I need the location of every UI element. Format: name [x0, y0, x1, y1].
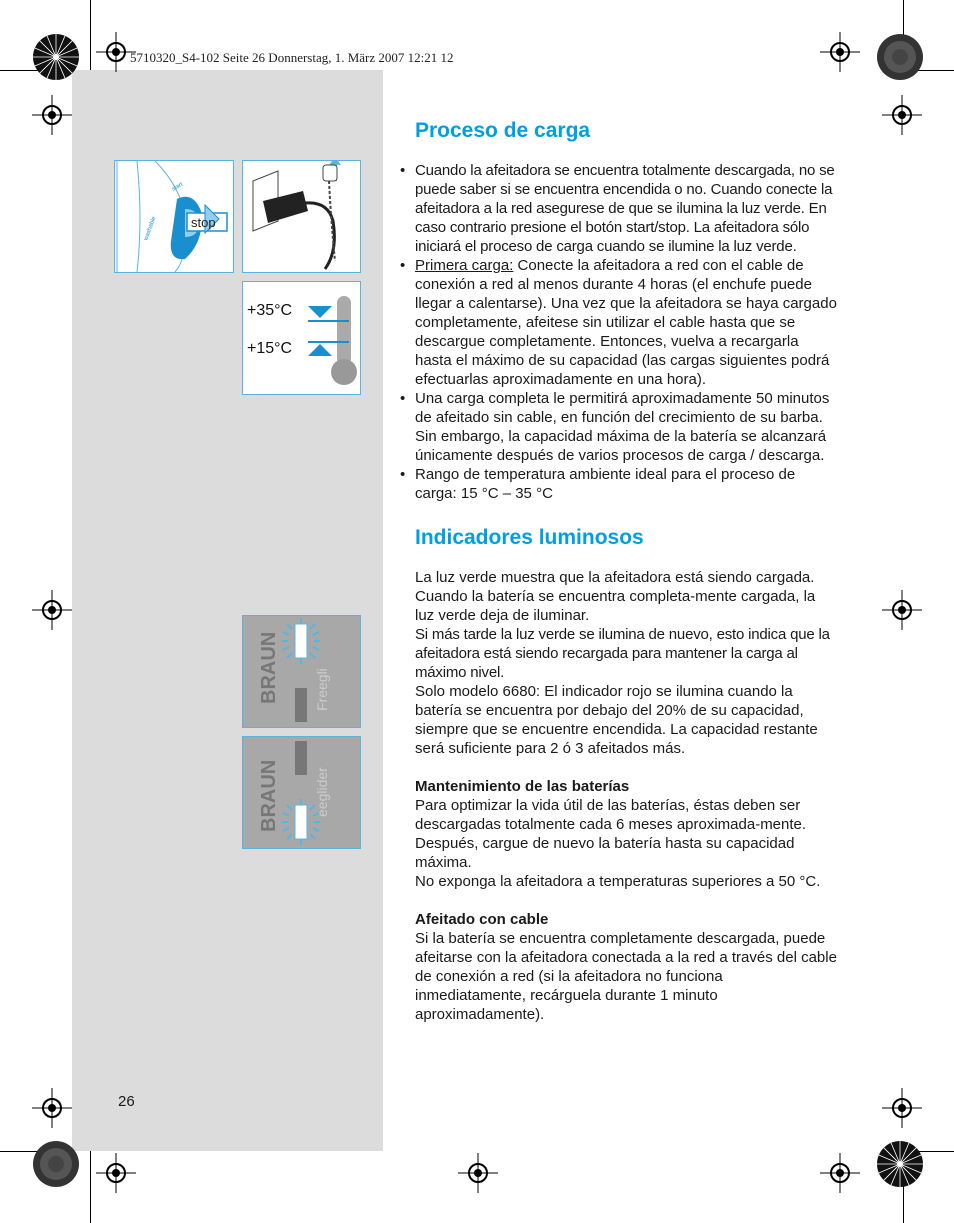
start-label: start — [171, 181, 185, 193]
model-label: Freegli — [314, 668, 330, 711]
brand-logo: BRAUN — [258, 759, 280, 832]
registration-mark-icon — [96, 1153, 136, 1193]
temp-high-label: +35°C — [247, 302, 293, 319]
indicator-illustration — [243, 616, 360, 727]
heading-indicators: Indicadores luminosos — [415, 526, 644, 549]
subheading-corded-shaving: Afeitado con cable — [415, 911, 549, 928]
maintenance-paragraph: Para optimizar la vida útil de las baterías, éstas deben ser descargadas totalmente cada 6 meses aproximada-mente. Después, cargue de nuevo la batería hasta su capacidad máxima. — [415, 797, 807, 871]
page-number: 26 — [118, 1093, 135, 1110]
maintenance-paragraph: No exponga la afeitadora a temperaturas superiores a 50 °C. — [415, 873, 821, 890]
registration-mark-icon — [820, 32, 860, 72]
registration-mark-icon — [32, 95, 72, 135]
list-item: • Cuando la afeitadora se encuentra totalmente descargada, no se puede saber si se encuentra encendida o no. Cuando conecte la afeitadora a la red asegurese de que se ilumina la luz verde. En caso contrario presione el botón start/stop. La afeitadora sólo iniciará el proceso de carga cuando se ilumine la luz verde. — [415, 161, 837, 256]
brand-logo: BRAUN — [258, 631, 280, 704]
registration-mark-icon — [820, 1153, 860, 1193]
shaver-illustration — [115, 161, 233, 272]
registration-mark-icon — [32, 1088, 72, 1128]
registration-mark-icon — [32, 590, 72, 630]
crop-mark — [90, 1151, 91, 1223]
figure-indicator-green — [242, 615, 361, 728]
indicators-paragraph: La luz verde muestra que la afeitadora está siendo cargada. Cuando la batería se encuentra completa-mente cargada, la luz verde deja de iluminar. — [415, 569, 816, 624]
first-charge-label: Primera carga: — [415, 257, 514, 274]
corded-paragraph: Si la batería se encuentra completamente descargada, puede afeitarse con la afeitadora conectada a la red a través del cable de conexión a red (si la afeitadora no funciona inmediatamente, recárguela durante 1 minuto aproximadamente). — [415, 930, 837, 1023]
figure-temperature — [242, 281, 361, 395]
subheading-battery-maintenance: Mantenimiento de las baterías — [415, 778, 630, 795]
indicators-paragraph: Si más tarde la luz verde se ilumina de nuevo, esto indica que la afeitadora está siendo recargada para mantener la carga al máximo nivel. — [415, 626, 830, 681]
stop-label: stop — [191, 215, 216, 230]
temp-low-label: +15°C — [247, 340, 293, 357]
list-item — [415, 256, 837, 389]
heading-charging: Proceso de carga — [415, 119, 591, 142]
list-item: • Rango de temperatura ambiente ideal para el proceso de carga: 15 °C – 35 °C — [415, 465, 837, 503]
starburst-target-icon — [32, 1140, 80, 1188]
registration-mark-icon — [458, 1153, 498, 1193]
charging-bullet-list — [415, 161, 837, 503]
starburst-target-icon — [32, 33, 80, 81]
registration-mark-icon — [882, 95, 922, 135]
thermometer-icon — [305, 292, 359, 392]
starburst-target-icon — [876, 1140, 924, 1188]
model-label: eeglider — [314, 767, 330, 817]
list-item: • Una carga completa le permitirá aproximadamente 50 minutos de afeitado sin cable, en función del crecimiento de su barba. Sin embargo, la capacidad máxima de la batería se alcanzará únicamente después de varios procesos de carga / descarga. — [415, 389, 837, 465]
main-content — [415, 118, 837, 1024]
figure-plug-cord — [242, 160, 361, 273]
plug-cord-illustration — [243, 161, 360, 272]
registration-mark-icon — [882, 1088, 922, 1128]
washable-label: washable — [143, 215, 158, 242]
starburst-target-icon — [876, 33, 924, 81]
figure-shaver-start-stop — [114, 160, 234, 273]
indicators-paragraph: Solo modelo 6680: El indicador rojo se ilumina cuando la batería se encuentra por debajo del 20% de su capacidad, siempre que se encuentre encendida. La capacidad restante será suficiente para 2 ó 3 afeitados más. — [415, 683, 818, 757]
indicator-illustration — [243, 737, 360, 848]
print-header: 5710320_S4-102 Seite 26 Donnerstag, 1. März 2007 12:21 12 — [130, 50, 454, 65]
figure-indicator-red — [242, 736, 361, 849]
registration-mark-icon — [882, 590, 922, 630]
crop-mark — [90, 0, 91, 70]
first-charge-text: Conecte la afeitadora a red con el cable de conexión a red al menos durante 4 horas (el enchufe puede llegar a calentarse). Una vez que la afeitadora se haya cargado completamente, afeitese sin utilizar el cable hasta que se descargue completamente. Entonces, vuelva a recargarla hasta el máximo de su capacidad (las cargas siguientes podrá efectuarlas aproximadamente en una hora). — [415, 257, 837, 388]
